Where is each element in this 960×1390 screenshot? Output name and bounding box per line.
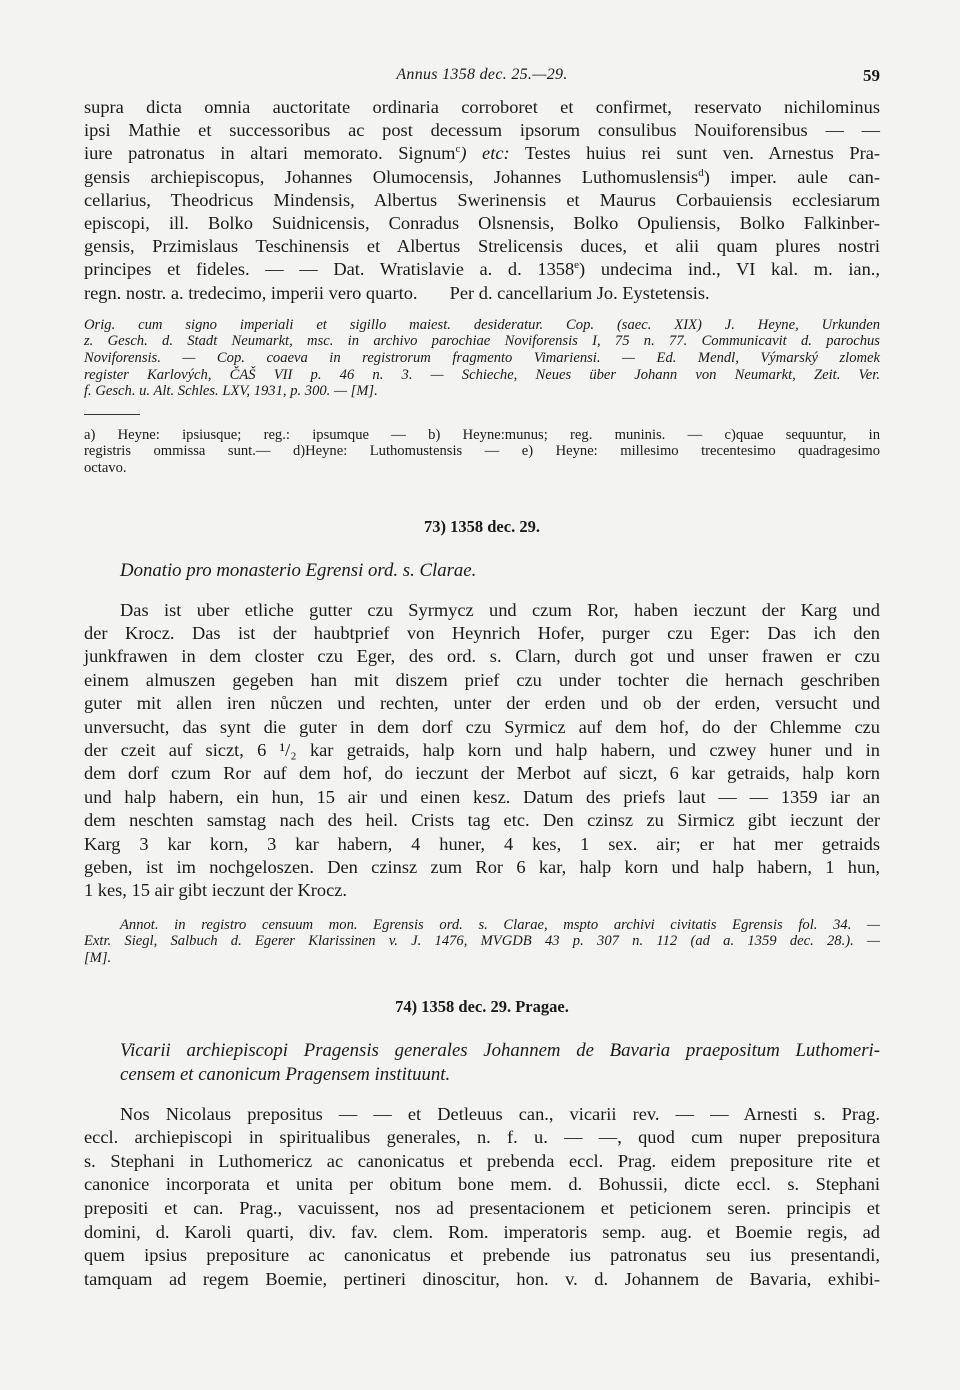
- note-line: Noviforensis. — Cop. coaeva in registrorum fragmento Vimariensi. — Ed. Mendl, Výmarský zlomek: [84, 350, 880, 367]
- text-line: dem dorf czum Ror auf dem hof, do ieczunt der Merbot auf siczt, 6 kar getraids, halp korn: [84, 763, 880, 784]
- regest-line: Vicarii archiepiscopi Pragensis generales Johannem de Bavaria praepositum Luthomeri-: [120, 1039, 880, 1061]
- text-line: domini, d. Karoli quarti, div. fav. clem. Rom. imperatoris semp. aug. et Boemie regis, ad: [84, 1221, 880, 1242]
- running-title: Annus 1358 dec. 25.—29.: [396, 66, 568, 83]
- text-segment: gensis archiepiscopus, Johannes Olumocensis, Johannes Luthomuslensis: [84, 166, 699, 187]
- text-line: dem neschten samstag nach des heil. Crists tag etc. Den czinsz zu Sirmicz gibt ieczunt der: [84, 810, 880, 831]
- text-line: einem almuszen gegeben han mit diszem prief czu under tochter die hernach geschriben: [84, 669, 880, 690]
- footnote-line: registris ommissa sunt.— d)Heyne: Luthomustensis — e) Heyne: millesimo trecentesimo quadragesimo: [84, 443, 880, 460]
- text-line: junkfrawen in dem closter czu Eger, des ord. s. Clarn, durch got und unser frawen er czu: [84, 646, 880, 667]
- footnote-marker: c: [455, 143, 461, 156]
- text-line: der czeit auf siczt, 6 ¹/₂ kar getraids, halp korn und halp habern, und czwey huner und in: [84, 740, 880, 761]
- text-line: Karg 3 kar korn, 3 kar habern, 4 huner, 4 kes, 1 sex. air; er hat mer getraids: [84, 833, 880, 854]
- text-line: 1 kes, 15 air gibt ieczunt der Krocz.: [84, 880, 347, 901]
- doc74-heading: 74) 1358 dec. 29. Pragae.: [395, 996, 569, 1016]
- page-number: 59: [863, 66, 880, 85]
- regest-line: Donatio pro monasterio Egrensi ord. s. Clarae.: [120, 559, 477, 581]
- text-line: [84, 258, 880, 281]
- note-line: Orig. cum signo imperiali et sigillo maiest. desideratur. Cop. (saec. XIX) J. Heyne, Urkunden: [84, 316, 880, 333]
- text-segment: ) undecima ind., VI kal. m. ian.,: [579, 259, 880, 280]
- text-line: und halp habern, ein hun, 15 air und einen kesz. Datum des priefs laut — — 1359 iar an: [84, 786, 880, 807]
- text-segment: Testes huius rei sunt ven. Arnestus Pra-: [509, 143, 880, 164]
- note-line: register Karlových, ČAŠ VII p. 46 n. 3. — Schieche, Neues über Johann von Neumarkt, Zeit. Ver.: [84, 366, 880, 383]
- text-segment: ) etc:: [460, 143, 510, 164]
- footnote-separator: [84, 414, 140, 415]
- text-segment: principes et fideles. — — Dat. Wratislavie a. d. 1358: [84, 259, 575, 280]
- doc72-source-note: [84, 317, 880, 400]
- doc74-text: [84, 1103, 880, 1292]
- note-line: Extr. Siegl, Salbuch d. Egerer Klarissinen v. J. 1476, MVGDB 43 p. 307 n. 112 (ad a. 1359 dec. 28.). —: [84, 933, 880, 950]
- text-segment: ) imper. aule can-: [703, 166, 880, 187]
- text-line: supra dicta omnia auctoritate ordinaria corroboret et confirmet, reservato nichilominus: [84, 97, 880, 117]
- doc73-regest: [120, 559, 880, 583]
- footnote-line: a) Heyne: ipsiusque; reg.: ipsumque — b) Heyne:munus; reg. muninis. — c)quae sequuntur, in: [84, 426, 880, 443]
- text-segment: iure patronatus in altari memorato. Signum: [84, 143, 456, 164]
- text-line: guter mit allen iren nůczen und rechten, unter der erden und ob der erden, versucht und: [84, 693, 880, 714]
- text-line: s. Stephani in Luthomericz ac canonicatus et prebenda eccl. Prag. eidem prepositure rite et: [84, 1150, 880, 1171]
- text-line: prepositi et can. Prag., vacuissent, nos ad presentacionem et peticionem seren. principis et: [84, 1198, 880, 1219]
- text-line: quem ipsius prepositure ac canonicatus et prebende ius patronatus seu ius presentandi,: [84, 1245, 880, 1266]
- note-line: [M].: [84, 950, 112, 967]
- text-line: eccl. archiepiscopi in spiritualibus generales, n. f. u. — —, quod cum nuper prepositura: [84, 1127, 880, 1148]
- text-line: Das ist uber etliche gutter czu Syrmycz und czum Ror, haben ieczunt der Karg und: [120, 599, 880, 620]
- regest-line: censem et canonicum Pragensem instituunt.: [120, 1063, 451, 1085]
- text-line: cellarius, Theodricus Mindensis, Albertus Swerinensis et Maurus Corbauiensis ecclesiarum: [84, 189, 880, 210]
- text-line: canonice incorporata et unita per obitum bone mem. d. Bohussii, dicte eccl. s. Stephani: [84, 1174, 880, 1195]
- text-line: [84, 142, 880, 165]
- note-line: Annot. in registro censuum mon. Egrensis ord. s. Clarae, mspto archivi civitatis Egrensis fol. 34. —: [120, 916, 880, 933]
- text-line: der Krocz. Das ist der haubtprief von Heynrich Hofer, purger czu Eger: Das ich den: [84, 622, 880, 643]
- doc74-regest: [120, 1039, 880, 1087]
- doc73-heading: 73) 1358 dec. 29.: [424, 516, 540, 536]
- doc72-text: [84, 96, 880, 305]
- text-line: regn. nostr. a. tredecimo, imperii vero quarto. Per d. cancellarium Jo. Eystetensis.: [84, 282, 710, 303]
- doc73-source-note: [84, 917, 880, 967]
- doc73-text: [84, 599, 880, 903]
- text-line: episcopi, ill. Bolko Suidnicensis, Conradus Olsnensis, Bolko Opuliensis, Bolko Falkinber-: [84, 213, 880, 234]
- doc72-footnotes: [84, 427, 880, 477]
- footnote-marker: d: [698, 166, 704, 179]
- text-line: Nos Nicolaus prepositus — — et Detleuus can., vicarii rev. — — Arnesti s. Prag.: [120, 1103, 880, 1124]
- text-line: geben, ist im nochgeloszen. Den czinsz zum Ror 6 kar, halp korn und halp habern, 1 hun,: [84, 857, 880, 878]
- note-line: f. Gesch. u. Alt. Schles. LXV, 1931, p. 300. — [M].: [84, 383, 378, 400]
- text-line: [84, 166, 880, 189]
- footnote-marker: e: [574, 259, 580, 272]
- text-line: unversucht, das synt die guter in dem dorf czu Syrmicz auf dem hof, do der Chlemme czu: [84, 716, 880, 737]
- page: [84, 62, 880, 1291]
- page-header: [84, 62, 880, 96]
- text-line: tamquam ad regem Boemie, pertineri dinoscitur, hon. v. d. Johannem de Bavaria, exhibi-: [84, 1268, 880, 1289]
- text-line: ipsi Mathie et successoribus ac post decessum ipsorum consulibus Nouiforensibus — —: [84, 120, 880, 141]
- note-line: z. Gesch. d. Stadt Neumarkt, msc. in archivo parochiae Noviforensis I, 75 n. 77. Communicavit d. parochus: [84, 333, 880, 350]
- text-line: gensis, Przimislaus Teschinensis et Albertus Strelicensis duces, et alii quam plures nostri: [84, 236, 880, 257]
- footnote-line: octavo.: [84, 459, 127, 476]
